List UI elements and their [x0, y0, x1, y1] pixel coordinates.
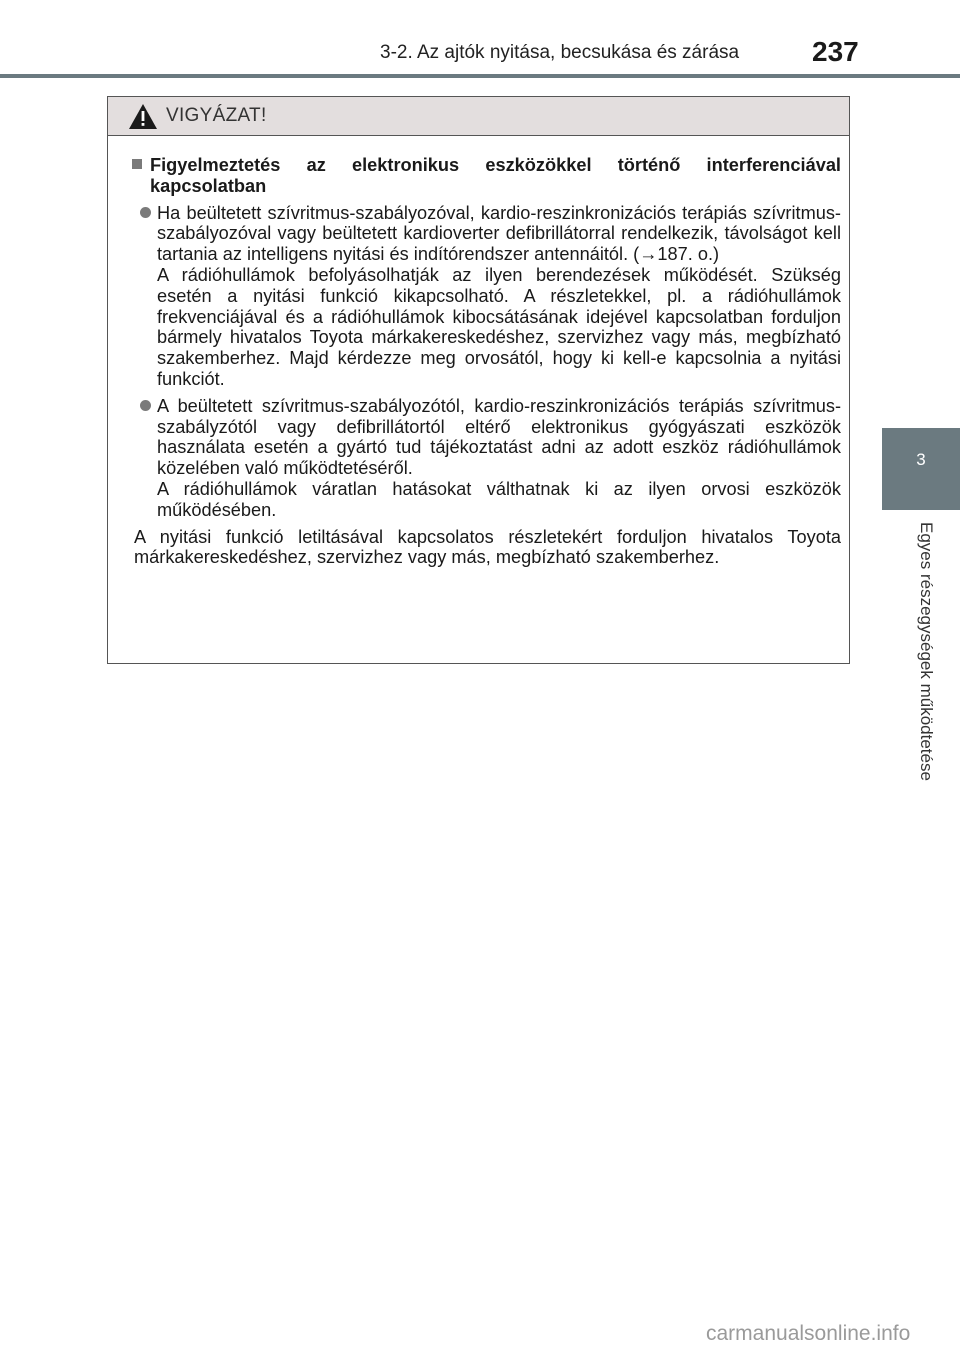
warning-triangle-icon [128, 103, 158, 130]
list-item-text [157, 396, 841, 521]
caution-header [108, 97, 849, 136]
round-bullet-icon [140, 400, 151, 411]
section-heading-text: Figyelmeztetés az elektronikus eszközökkel történő interferenciával kapcsolatban [150, 155, 841, 196]
round-bullet-icon [140, 207, 151, 218]
paragraph: A rádióhullámok befolyásolhatják az ilyen berendezések működését. Szükség esetén a nyitási funkció kikapcsolható. A részletekkel, pl. a rádióhullámok frekvenciájával és a rádióhullámok kibocsátásának idejével kapcsolatban forduljon bármely hivatalos Toyota márkakereskedéshez, szervizhez vagy más, megbízható szakemberhez. Majd kérdezze meg orvosától, hogy ki kell-e kapcsolnia a nyitási funkciót. [157, 264, 841, 389]
caution-body [108, 136, 849, 568]
paragraph: Ha beültetett szívritmus-szabályozóval, kardio-reszinkronizációs terápiás szívritmus-szabályozóval vagy beültetett kardioverter defibrillátorral rendelkezik, távolságot kell tartania az intelligens nyitási és indítórendszer antennáitól. (→187. o.) [157, 202, 841, 265]
chapter-tab [882, 428, 960, 510]
closing-paragraph: A nyitási funkció letiltásával kapcsolatos részletekért forduljon hivatalos Toyota márkakereskedéshez, szervizhez vagy más, megbízható szakemberhez. [134, 526, 841, 568]
list-item [132, 203, 841, 390]
chapter-label: Egyes részegységek működtetése [917, 522, 936, 781]
header-rule [0, 74, 960, 78]
page-number: 237 [812, 36, 859, 67]
running-header: 3-2. Az ajtók nyitása, becsukása és zárása [380, 42, 740, 63]
square-bullet-icon [132, 159, 142, 169]
paragraph: A rádióhullámok váratlan hatásokat válthatnak ki az ilyen orvosi eszközök működésében. [157, 478, 841, 520]
chapter-number: 3 [916, 450, 926, 469]
caution-title: VIGYÁZAT! [166, 105, 267, 126]
list-item [132, 396, 841, 521]
watermark: carmanualsonline.info [706, 1322, 911, 1345]
caution-box [107, 96, 850, 664]
paragraph: A beültetett szívritmus-szabályozótól, kardio-reszinkronizációs terápiás szívritmus-szabályzótól vagy defibrillátortól eltérő elektronikus gyógyászati eszközök használata esetén a gyártó tud tájékoztatást adni az adott eszköz rádióhullámok közelében való működtetéséről. [157, 395, 841, 479]
list-item-text [157, 203, 841, 390]
section-heading [132, 155, 841, 197]
